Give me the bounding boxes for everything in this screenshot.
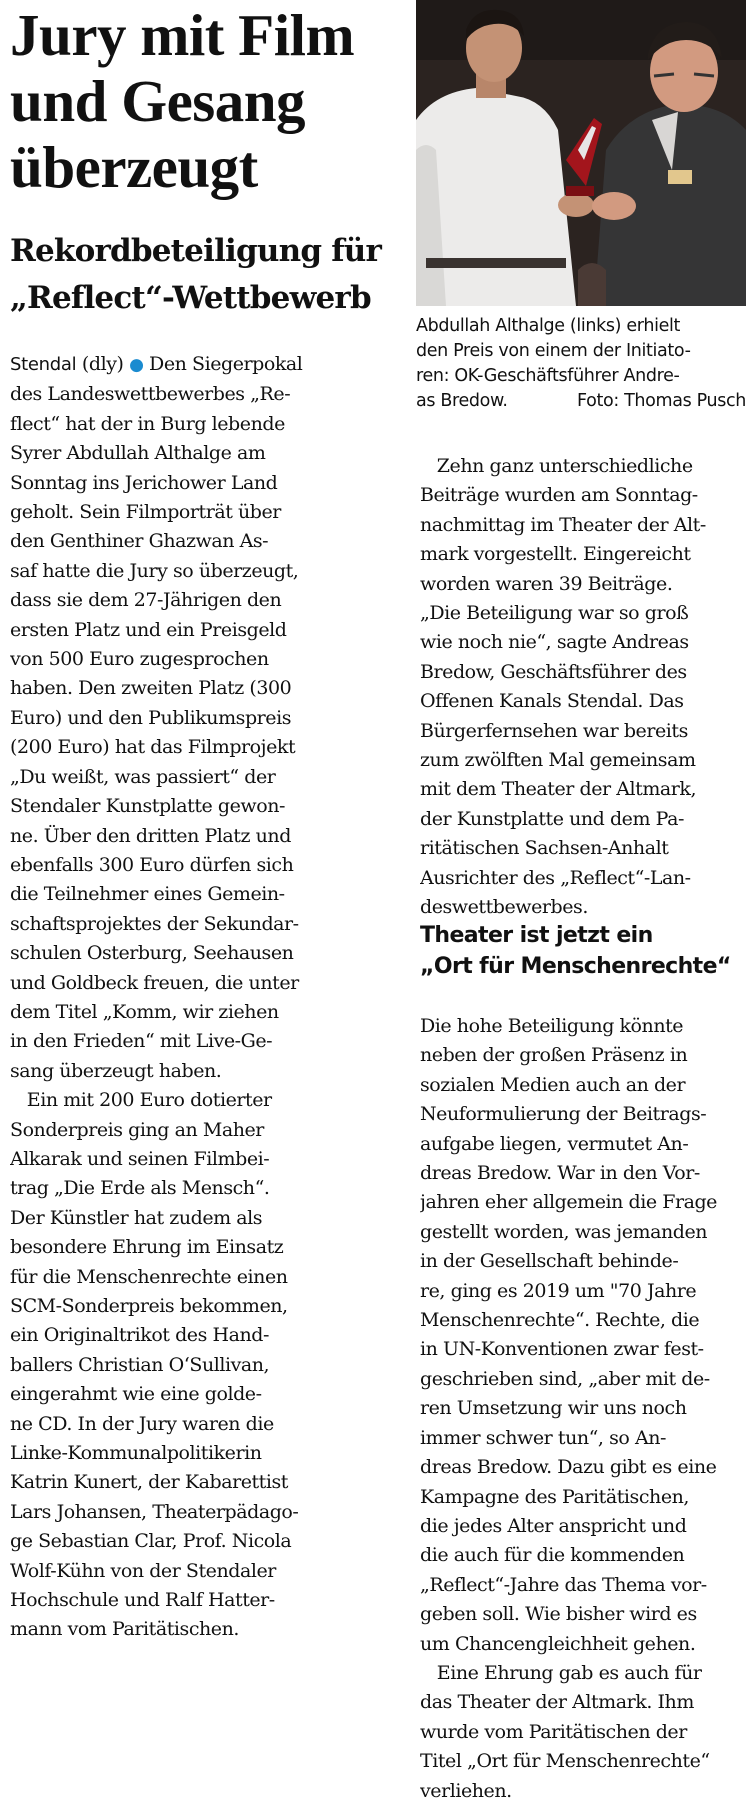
body-line: ebenfalls 300 Euro dürfen sich (10, 853, 294, 876)
subheadline-line: „Reflect“-Wettbewerb (10, 280, 371, 316)
body-line: aufgabe liegen, vermutet An- (420, 1132, 689, 1155)
body-line: und Goldbeck freuen, die unter (10, 971, 299, 994)
body-line: schulen Osterburg, Seehausen (10, 942, 294, 965)
body-line: des Landeswettbewerbes „Re- (10, 383, 291, 406)
award-photo (416, 0, 746, 306)
body-line: geholt. Sein Filmporträt über (10, 501, 281, 524)
caption-line: Abdullah Althalge (links) erhielt (416, 316, 681, 336)
body-line: ritätischen Sachsen-Anhalt (420, 837, 669, 860)
caption-line: ren: OK-Geschäftsführer Andre- (416, 366, 680, 386)
body-line: ge Sebastian Clar, Prof. Nicola (10, 1530, 292, 1553)
body-line: Die hohe Beteiligung könnte (420, 1015, 684, 1037)
body-line: die Teilnehmer eines Gemein- (10, 883, 285, 906)
bullet-dot-icon: ● (129, 355, 144, 375)
body-line: in UN-Konventionen zwar fest- (420, 1338, 704, 1361)
body-column-left (10, 350, 380, 1645)
body-line: nachmittag im Theater der Alt- (420, 513, 706, 536)
body-column-right-bottom (420, 1012, 742, 1806)
agency: (dly) (81, 353, 124, 375)
body-line: Kampagne des Paritätischen, (420, 1485, 689, 1508)
body-line: immer schwer tun“, so An- (420, 1426, 666, 1449)
body-line: Katrin Kunert, der Kabarettist (10, 1471, 288, 1494)
headline (10, 2, 410, 200)
subheadline (10, 228, 410, 322)
body-line: besondere Ehrung im Einsatz (10, 1236, 284, 1259)
body-line: für die Menschenrechte einen (10, 1265, 288, 1288)
body-line: Neuformulierung der Beitrags- (420, 1103, 707, 1126)
body-line: worden waren 39 Beiträge. (420, 572, 673, 595)
body-line: geben soll. Wie bisher wird es (420, 1603, 697, 1626)
body-line: den Genthiner Ghazwan As- (10, 530, 269, 553)
body-line: Wolf-Kühn von der Stendaler (10, 1559, 276, 1582)
body-line: neben der großen Präsenz in (420, 1044, 688, 1067)
body-line: Beiträge wurden am Sonntag- (420, 484, 698, 507)
dateline: Stendal (10, 354, 77, 375)
section-heading-line: Theater ist jetzt ein (420, 923, 653, 948)
body-line: Alkarak und seinen Filmbei- (10, 1147, 270, 1170)
section-heading-line: „Ort für Menschenrechte“ (420, 954, 731, 979)
body-line: schaftsprojektes der Sekundar- (10, 912, 299, 935)
body-line: sang überzeugt haben. (10, 1059, 222, 1082)
body-line: mit dem Theater der Altmark, (420, 778, 697, 801)
body-line: ein Originaltrikot des Hand- (10, 1324, 269, 1347)
body-line: geschrieben sind, „aber mit de- (420, 1367, 710, 1390)
body-line: die jedes Alter anspricht und (420, 1514, 687, 1537)
body-line: (200 Euro) hat das Filmprojekt (10, 736, 296, 759)
subheadline-line: Rekordbeteiligung für (10, 233, 382, 269)
body-line: Sonntag ins Jerichower Land (10, 471, 278, 494)
body-line: Bredow, Geschäftsführer des (420, 660, 687, 683)
body-line: ne. Über den dritten Platz und (10, 824, 291, 847)
body-line: wie noch nie“, sagte Andreas (420, 631, 689, 654)
body-line: Menschenrechte“. Rechte, die (420, 1309, 700, 1332)
body-line: in den Frieden“ mit Live-Ge- (10, 1030, 273, 1053)
body-line: Eine Ehrung gab es auch für (420, 1661, 702, 1684)
headline-line: überzeugt (10, 134, 258, 200)
photo-caption (416, 314, 746, 414)
body-line: Zehn ganz unterschiedliche (420, 455, 693, 477)
body-line: Ein mit 200 Euro dotierter (10, 1089, 272, 1112)
body-line: in der Gesellschaft behinde- (420, 1250, 679, 1273)
body-line: ren Umsetzung wir uns noch (420, 1397, 687, 1420)
body-line: re, ging es 2019 um "70 Jahre (420, 1279, 697, 1302)
body-line: Lars Johansen, Theaterpädago- (10, 1500, 299, 1523)
caption-line: den Preis von einem der Initiato- (416, 341, 691, 361)
body-line: dreas Bredow. War in den Vor- (420, 1162, 700, 1185)
body-line: trag „Die Erde als Mensch“. (10, 1177, 270, 1200)
body-line: deswettbewerbes. (420, 896, 588, 919)
body-line: von 500 Euro zugesprochen (10, 648, 269, 671)
headline-line: Jury mit Film (10, 2, 355, 68)
body-line: ne CD. In der Jury waren die (10, 1412, 274, 1435)
body-line: Den Siegerpokal (143, 353, 303, 375)
body-line: das Theater der Altmark. Ihm (420, 1691, 694, 1714)
photo-credit: Foto: Thomas Pusch (577, 391, 746, 411)
body-line: gestellt worden, was jemanden (420, 1220, 708, 1243)
body-line: dem Titel „Komm, wir ziehen (10, 1000, 279, 1023)
body-line: dreas Bredow. Dazu gibt es eine (420, 1456, 717, 1479)
body-line: ersten Platz und ein Preisgeld (10, 618, 287, 641)
body-line: Syrer Abdullah Althalge am (10, 442, 266, 465)
body-line: „Reflect“-Jahre das Thema vor- (420, 1573, 707, 1596)
body-line: SCM-Sonderpreis bekommen, (10, 1295, 288, 1317)
body-line: Bürgerfernsehen war bereits (420, 719, 688, 742)
caption-last-line (416, 389, 746, 414)
body-line: jahren eher allgemein die Frage (420, 1191, 717, 1214)
body-line (10, 350, 380, 380)
body-line: Ausrichter des „Reflect“-Lan- (420, 866, 691, 889)
body-line: sozialen Medien auch an der (420, 1073, 686, 1096)
body-line: mann vom Paritätischen. (10, 1618, 239, 1641)
body-line: wurde vom Paritätischen der (420, 1720, 687, 1743)
body-line: Hochschule und Ralf Hatter- (10, 1589, 275, 1612)
body-line: Euro) und den Publikumspreis (10, 706, 292, 729)
body-line: haben. Den zweiten Platz (300 (10, 677, 292, 700)
body-line: der Kunstplatte und dem Pa- (420, 807, 684, 830)
body-line: „Du weißt, was passiert“ der (10, 765, 276, 788)
body-line: mark vorgestellt. Eingereicht (420, 543, 691, 566)
section-heading (420, 920, 750, 982)
body-column-right-top (420, 452, 742, 923)
body-line: verliehen. (420, 1779, 512, 1802)
body-line: Sonderpreis ging an Maher (10, 1118, 264, 1141)
body-line: „Die Beteiligung war so groß (420, 602, 689, 625)
body-line: um Chancengleichheit gehen. (420, 1632, 696, 1655)
body-line: saf hatte die Jury so überzeugt, (10, 559, 299, 582)
body-line: dass sie dem 27-Jährigen den (10, 589, 282, 612)
caption-line: as Bredow. (416, 391, 508, 411)
body-line: Titel „Ort für Menschenrechte“ (420, 1750, 710, 1773)
body-line: flect“ hat der in Burg lebende (10, 412, 285, 435)
body-line: ballers Christian O‘Sullivan, (10, 1353, 270, 1376)
body-line: eingerahmt wie eine golde- (10, 1383, 262, 1406)
body-line: Stendaler Kunstplatte gewon- (10, 795, 285, 818)
headline-line: und Gesang (10, 68, 306, 134)
body-line: Der Künstler hat zudem als (10, 1206, 263, 1229)
body-line: zum zwölften Mal gemeinsam (420, 749, 696, 772)
award-photo-illustration (416, 0, 746, 306)
body-line: Linke-Kommunalpolitikerin (10, 1442, 262, 1465)
body-line: die auch für die kommenden (420, 1544, 685, 1567)
body-line: Offenen Kanals Stendal. Das (420, 690, 684, 713)
